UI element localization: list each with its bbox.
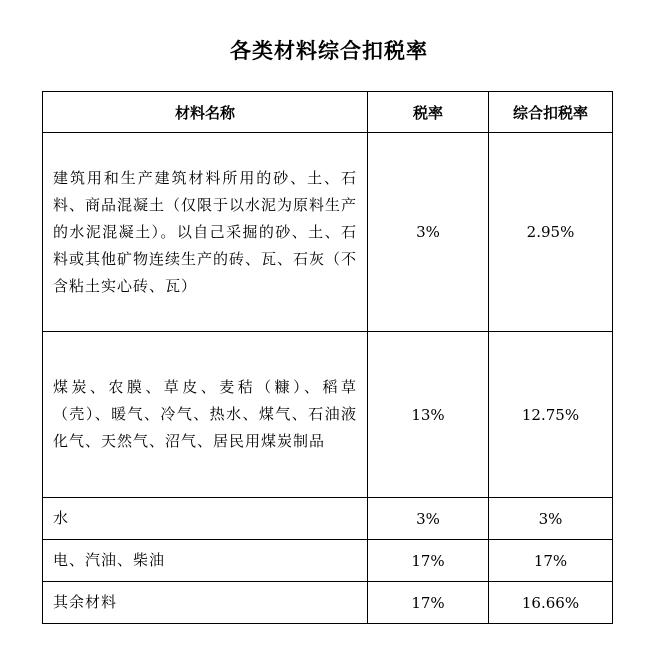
combined-rate-cell: 3% [489, 498, 613, 540]
table-row [43, 133, 613, 332]
table-row [43, 540, 613, 582]
material-name-cell: 水 [43, 498, 368, 540]
material-name-cell: 煤炭、农膜、草皮、麦秸（糠）、稻草（壳）、暖气、冷气、热水、煤气、石油液化气、天然气、沼气、居民用煤炭制品 [43, 332, 368, 498]
header-combined-rate: 综合扣税率 [489, 92, 613, 133]
tax-rate-table [42, 91, 613, 624]
combined-rate-cell: 2.95% [489, 133, 613, 332]
tax-rate-cell: 17% [368, 540, 489, 582]
material-name-cell: 电、汽油、柴油 [43, 540, 368, 582]
header-material-name: 材料名称 [43, 92, 368, 133]
table-row [43, 582, 613, 624]
tax-rate-cell: 17% [368, 582, 489, 624]
tax-rate-cell: 3% [368, 133, 489, 332]
tax-rate-cell: 3% [368, 498, 489, 540]
table-header-row [43, 92, 613, 133]
material-name-cell: 其余材料 [43, 582, 368, 624]
combined-rate-cell: 16.66% [489, 582, 613, 624]
document-title: 各类材料综合扣税率 [230, 38, 428, 63]
combined-rate-cell: 12.75% [489, 332, 613, 498]
header-tax-rate: 税率 [368, 92, 489, 133]
material-name-cell: 建筑用和生产建筑材料所用的砂、土、石料、商品混凝土（仅限于以水泥为原料生产的水泥混凝土）。以自己采掘的砂、土、石料或其他矿物连续生产的砖、瓦、石灰（不含粘土实心砖、瓦） [43, 133, 368, 332]
tax-rate-cell: 13% [368, 332, 489, 498]
combined-rate-cell: 17% [489, 540, 613, 582]
table-row [43, 498, 613, 540]
table-row [43, 332, 613, 498]
